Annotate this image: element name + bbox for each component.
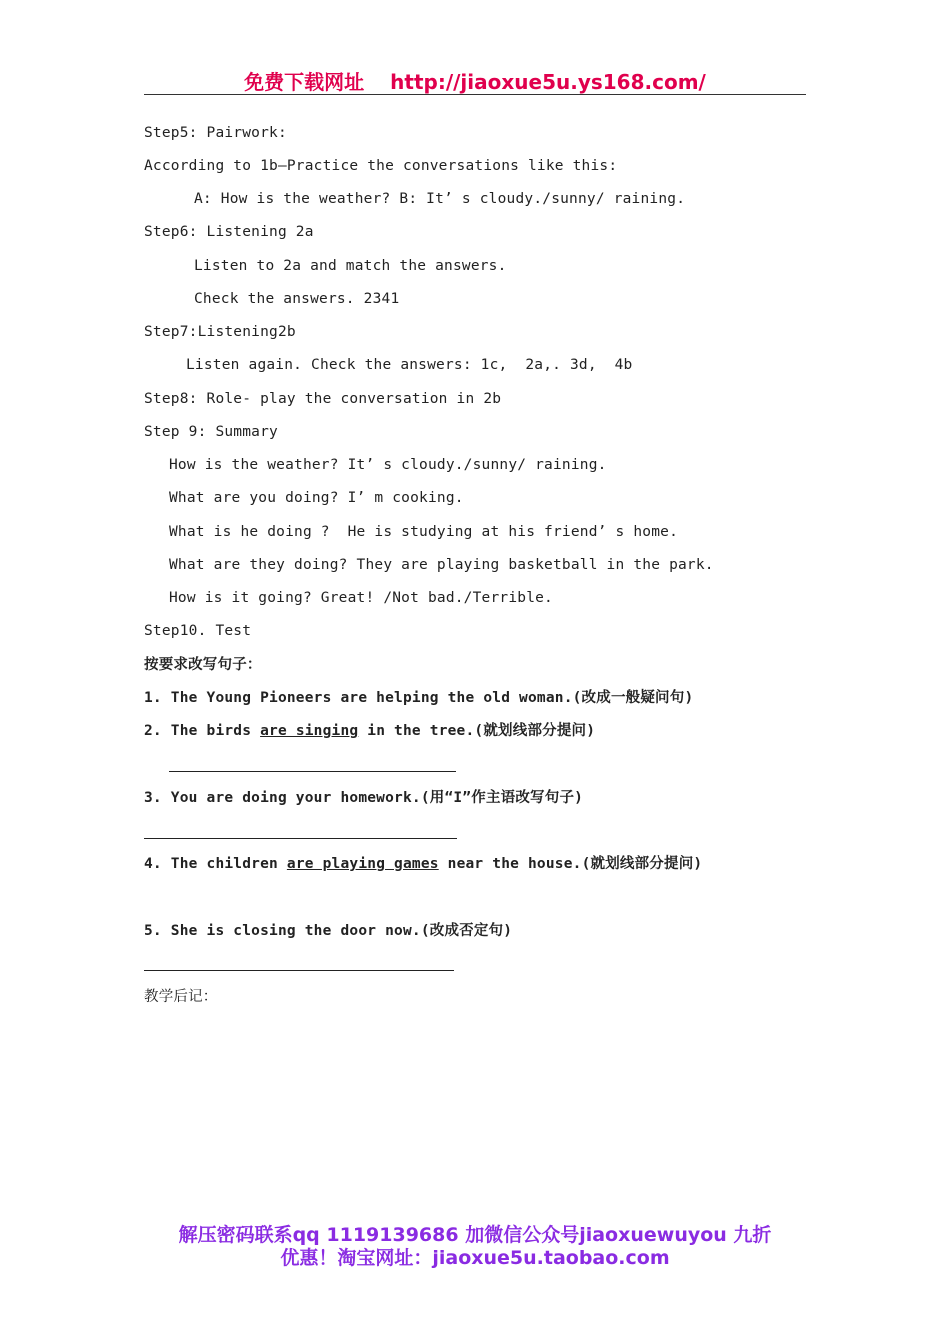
step6-instruction: Listen to 2a and match the answers. (194, 258, 507, 274)
step6-answers: Check the answers. 2341 (194, 291, 400, 307)
summary-line: What are they doing? They are playing basketball in the park. (169, 557, 714, 573)
header-divider (144, 94, 806, 95)
header-url[interactable]: http://jiaoxue5u.ys168.com/ (390, 70, 706, 94)
summary-line: What is he doing ? He is studying at his friend’ s home. (169, 524, 678, 540)
step5-title: Step5: Pairwork: (144, 125, 287, 141)
underlined-phrase: are singing (260, 723, 359, 739)
step6-title: Step6: Listening 2a (144, 224, 314, 240)
answer-line-2 (169, 771, 456, 772)
step5-example: A: How is the weather? B: It’ s cloudy./sunny/ raining. (194, 191, 686, 207)
question-1: 1. The Young Pioneers are helping the old woman.(改成一般疑问句) (144, 690, 694, 706)
teaching-notes-label: 教学后记： (144, 989, 218, 1005)
answer-line-3 (144, 838, 457, 839)
step7-title: Step7:Listening2b (144, 324, 296, 340)
step9-title: Step 9: Summary (144, 424, 278, 440)
question-2: 2. The birds are singing in the tree.(就划线部分提问) (144, 723, 596, 739)
step7-answers: Listen again. Check the answers: 1c, 2a,. 3d, 4b (186, 357, 633, 373)
step8-title: Step8: Role- play the conversation in 2b (144, 391, 502, 407)
question-3: 3. You are doing your homework.(用“I”作主语改写句子) (144, 790, 584, 806)
step10-title: Step10. Test (144, 623, 252, 639)
question-4: 4. The children are playing games near the house.(就划线部分提问) (144, 856, 703, 872)
header-title: 免费下载网址 (244, 70, 365, 94)
footer-line-2: 优惠！淘宝网址：jiaoxue5u.taobao.com (280, 1247, 670, 1269)
summary-line: What are you doing? I’ m cooking. (169, 490, 464, 506)
summary-line: How is it going? Great! /Not bad./Terrible. (169, 590, 553, 606)
underlined-phrase: are playing games (286, 856, 439, 872)
question-5: 5. She is closing the door now.(改成否定句) (144, 923, 513, 939)
test-heading: 按要求改写句子： (144, 657, 262, 673)
footer-line-1: 解压密码联系qq 1119139686 加微信公众号jiaoxuewuyou 九折 (178, 1224, 772, 1246)
page-header (144, 66, 806, 95)
step5-description: According to 1b—Practice the conversations like this: (144, 158, 618, 174)
summary-line: How is the weather? It’ s cloudy./sunny/ raining. (169, 457, 607, 473)
answer-line-5 (144, 970, 454, 971)
